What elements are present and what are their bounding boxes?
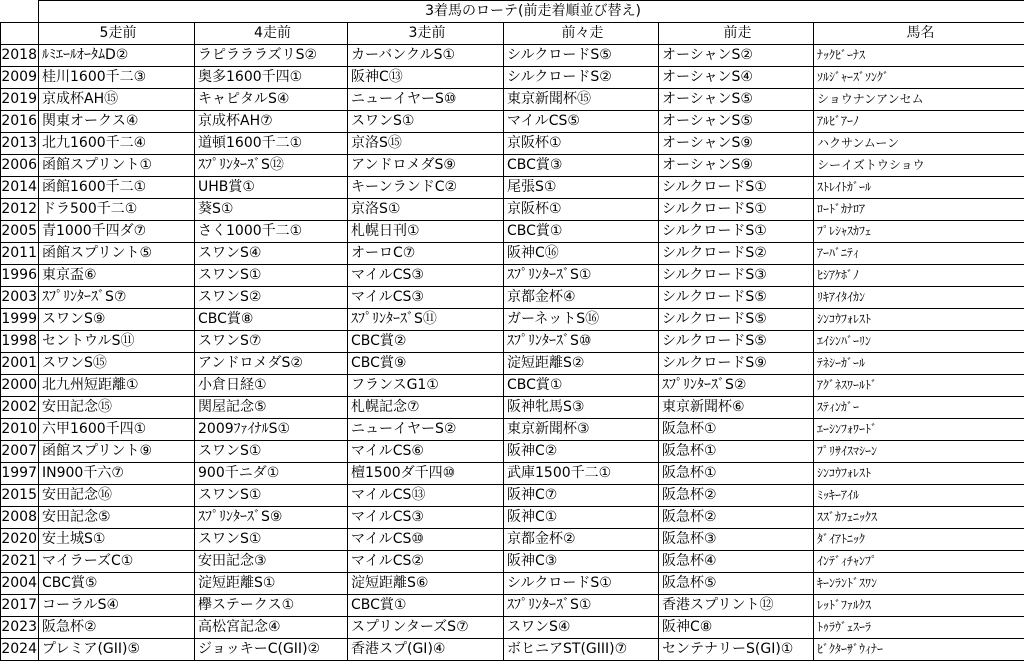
table-row [1, 484, 1024, 506]
race-4-back-cell[interactable]: 高松宮記念④ [195, 616, 348, 638]
table-body [1, 44, 1024, 660]
race-5-back-cell[interactable]: ｽﾌﾟﾘﾝﾀｰｽﾞS⑦ [39, 286, 195, 308]
race-4-back-cell[interactable]: ラピラララズリS② [195, 44, 348, 66]
previous-race-cell[interactable]: オーシャンS⑤ [659, 110, 814, 132]
race-2-back-cell[interactable]: スワンS④ [504, 616, 659, 638]
previous-race-cell[interactable]: オーシャンS⑨ [659, 132, 814, 154]
race-5-back-cell[interactable]: ドラ500千二① [39, 198, 195, 220]
race-2-back-cell[interactable]: ボヒニアST(GIII)⑦ [504, 638, 659, 660]
previous-race-cell[interactable]: 阪急杯② [659, 484, 814, 506]
table-row [1, 418, 1024, 440]
race-5-back-cell[interactable]: CBC賞⑤ [39, 572, 195, 594]
table-row [1, 176, 1024, 198]
race-5-back-cell[interactable]: 青1000千四ダ⑦ [39, 220, 195, 242]
column-header[interactable]: 前走 [659, 22, 814, 44]
previous-race-cell[interactable]: 阪急杯④ [659, 550, 814, 572]
year-cell[interactable]: 2001 [1, 352, 39, 374]
table-row [1, 286, 1024, 308]
race-5-back-cell[interactable]: コーラルS④ [39, 594, 195, 616]
race-4-back-cell[interactable]: 安田記念③ [195, 550, 348, 572]
previous-race-cell[interactable]: 阪急杯③ [659, 528, 814, 550]
horse-name-cell[interactable]: ｿﾙｼﾞｬｰｽﾞｿﾝｸﾞ [814, 66, 1024, 88]
table-row [1, 264, 1024, 286]
previous-race-cell[interactable]: 阪急杯① [659, 440, 814, 462]
column-header[interactable]: 前々走 [504, 22, 659, 44]
race-3-back-cell[interactable]: 檀1500ダ千四⑩ [348, 462, 504, 484]
race-3-back-cell[interactable]: CBC賞① [348, 594, 504, 616]
horse-name-cell[interactable]: ｽｽﾞｶﾌｪﾆｯｸｽ [814, 506, 1024, 528]
previous-race-cell[interactable]: 阪急杯② [659, 506, 814, 528]
year-cell[interactable]: 2009 [1, 66, 39, 88]
race-2-back-cell[interactable]: 阪神C② [504, 440, 659, 462]
horse-name-cell[interactable]: ﾌﾟﾚｼｬｽｶﾌｪ [814, 220, 1024, 242]
race-4-back-cell[interactable]: 欅ステークス① [195, 594, 348, 616]
table-row [1, 616, 1024, 638]
year-cell[interactable]: 1996 [1, 264, 39, 286]
race-4-back-cell[interactable]: スワンS① [195, 528, 348, 550]
horse-name-cell[interactable]: ｴｲｼﾝﾊﾞｰﾘﾝ [814, 330, 1024, 352]
table-row [1, 132, 1024, 154]
race-4-back-cell[interactable]: アンドロメダS② [195, 352, 348, 374]
race-2-back-cell[interactable]: CBC賞③ [504, 154, 659, 176]
year-cell[interactable]: 2006 [1, 154, 39, 176]
race-3-back-cell[interactable]: アンドロメダS⑨ [348, 154, 504, 176]
horse-name-cell[interactable]: ﾘｷｱｲﾀｲｶﾝ [814, 286, 1024, 308]
race-2-back-cell[interactable]: ｽﾌﾟﾘﾝﾀｰｽﾞS① [504, 264, 659, 286]
race-3-back-cell[interactable]: マイルCS⑥ [348, 440, 504, 462]
year-cell[interactable]: 1997 [1, 462, 39, 484]
table-row [1, 528, 1024, 550]
previous-race-cell[interactable]: オーシャンS④ [659, 66, 814, 88]
year-cell[interactable]: 2024 [1, 638, 39, 660]
year-cell[interactable]: 2000 [1, 374, 39, 396]
horse-name-cell[interactable]: ﾀﾞｲｱﾄﾆｯｸ [814, 528, 1024, 550]
table-row [1, 308, 1024, 330]
horse-name-cell[interactable]: ｱｰﾊﾞﾆﾃｨ [814, 242, 1024, 264]
race-3-back-cell[interactable]: フランスG1① [348, 374, 504, 396]
race-3-back-cell[interactable]: CBC賞② [348, 330, 504, 352]
previous-race-cell[interactable]: シルクロードS⑤ [659, 286, 814, 308]
race-4-back-cell[interactable]: 小倉日経① [195, 374, 348, 396]
race-3-back-cell[interactable]: マイルCS⑩ [348, 528, 504, 550]
table-row [1, 330, 1024, 352]
year-cell[interactable]: 2010 [1, 418, 39, 440]
table-row [1, 550, 1024, 572]
race-4-back-cell[interactable]: スワンS① [195, 440, 348, 462]
race-2-back-cell[interactable]: 京阪杯① [504, 132, 659, 154]
previous-race-cell[interactable]: 阪急杯① [659, 462, 814, 484]
title-row [1, 1, 1024, 23]
horse-name-cell[interactable]: ハクサンムーン [814, 132, 1024, 154]
header-row [1, 22, 1024, 44]
race-3-back-cell[interactable]: 阪神C⑬ [348, 66, 504, 88]
race-4-back-cell[interactable]: スワンS① [195, 264, 348, 286]
previous-race-cell[interactable]: シルクロードS⑨ [659, 352, 814, 374]
horse-name-cell[interactable]: ﾅｯｸﾋﾞｰﾅｽ [814, 44, 1024, 66]
table-row [1, 440, 1024, 462]
race-4-back-cell[interactable]: 京成杯AH⑦ [195, 110, 348, 132]
horse-name-cell[interactable]: ﾚｯﾄﾞﾌｧﾙｸｽ [814, 594, 1024, 616]
race-5-back-cell[interactable]: 安田記念⑤ [39, 506, 195, 528]
previous-race-cell[interactable]: シルクロードS③ [659, 264, 814, 286]
table-row [1, 638, 1024, 660]
previous-race-cell[interactable]: シルクロードS① [659, 220, 814, 242]
race-3-back-cell[interactable]: スプリンターズS⑦ [348, 616, 504, 638]
race-5-back-cell[interactable]: 北九州短距離① [39, 374, 195, 396]
race-4-back-cell[interactable]: スワンS② [195, 286, 348, 308]
race-4-back-cell[interactable]: スワンS① [195, 484, 348, 506]
race-2-back-cell[interactable]: 京阪杯① [504, 198, 659, 220]
horse-name-cell[interactable]: ﾃﾈｼｰｶﾞｰﾙ [814, 352, 1024, 374]
year-cell[interactable]: 2008 [1, 506, 39, 528]
horse-name-cell[interactable]: ｼﾝｺｳﾌｫﾚｽﾄ [814, 462, 1024, 484]
previous-race-cell[interactable]: シルクロードS⑤ [659, 330, 814, 352]
year-cell[interactable]: 2016 [1, 110, 39, 132]
race-3-back-cell[interactable]: オーロC⑦ [348, 242, 504, 264]
year-cell[interactable]: 2017 [1, 594, 39, 616]
horse-name-cell[interactable]: シーイズトウショウ [814, 154, 1024, 176]
race-4-back-cell[interactable]: UHB賞① [195, 176, 348, 198]
race-2-back-cell[interactable]: CBC賞① [504, 374, 659, 396]
horse-name-cell[interactable]: ﾛｰﾄﾞｶﾅﾛｱ [814, 198, 1024, 220]
race-2-back-cell[interactable]: 阪神C⑦ [504, 484, 659, 506]
column-header[interactable]: 4走前 [195, 22, 348, 44]
horse-name-cell[interactable]: ｱｸﾞﾈｽﾜｰﾙﾄﾞ [814, 374, 1024, 396]
race-2-back-cell[interactable]: 阪神牝馬S③ [504, 396, 659, 418]
race-5-back-cell[interactable]: ﾙﾐｴｰﾙｵｰﾀﾑD② [39, 44, 195, 66]
race-5-back-cell[interactable]: 北九1600千二④ [39, 132, 195, 154]
race-3-back-cell[interactable]: カーバンクルS① [348, 44, 504, 66]
race-2-back-cell[interactable]: 尾張S① [504, 176, 659, 198]
year-cell[interactable]: 2018 [1, 44, 39, 66]
horse-name-cell[interactable]: ｷｰﾝﾗﾝﾄﾞｽﾜﾝ [814, 572, 1024, 594]
race-2-back-cell[interactable]: 東京新聞杯③ [504, 418, 659, 440]
table-row [1, 352, 1024, 374]
race-3-back-cell[interactable]: 淀短距離S⑥ [348, 572, 504, 594]
column-header[interactable]: 5走前 [39, 22, 195, 44]
horse-name-cell[interactable]: ショウナンアンセム [814, 88, 1024, 110]
race-3-back-cell[interactable]: キーンランドC② [348, 176, 504, 198]
horse-name-cell[interactable]: ｲﾝﾃﾞｨﾁｬﾝﾌﾟ [814, 550, 1024, 572]
table-row [1, 154, 1024, 176]
race-5-back-cell[interactable]: 安田記念⑮ [39, 396, 195, 418]
race-3-back-cell[interactable]: マイルCS③ [348, 506, 504, 528]
table-row [1, 506, 1024, 528]
horse-name-cell[interactable]: ﾋﾞｸﾀｰｻﾞｳｨﾅｰ [814, 638, 1024, 660]
race-5-back-cell[interactable]: 京成杯AH⑮ [39, 88, 195, 110]
race-3-back-cell[interactable]: 京洛S① [348, 198, 504, 220]
year-cell[interactable]: 2011 [1, 242, 39, 264]
previous-race-cell[interactable]: オーシャンS⑨ [659, 154, 814, 176]
table-row [1, 242, 1024, 264]
race-5-back-cell[interactable]: セントウルS⑪ [39, 330, 195, 352]
race-4-back-cell[interactable]: キャピタルS④ [195, 88, 348, 110]
previous-race-cell[interactable]: 阪急杯⑤ [659, 572, 814, 594]
race-5-back-cell[interactable]: プレミア(GII)⑤ [39, 638, 195, 660]
horse-name-cell[interactable]: ﾐｯｷｰｱｲﾙ [814, 484, 1024, 506]
race-2-back-cell[interactable]: ｽﾌﾟﾘﾝﾀｰｽﾞS⑩ [504, 330, 659, 352]
year-cell[interactable]: 2019 [1, 88, 39, 110]
year-cell[interactable]: 2004 [1, 572, 39, 594]
race-4-back-cell[interactable]: ｽﾌﾟﾘﾝﾀｰｽﾞS⑨ [195, 506, 348, 528]
horse-name-cell[interactable]: ｽﾄﾚｲﾄｶﾞｰﾙ [814, 176, 1024, 198]
year-cell[interactable]: 1999 [1, 308, 39, 330]
year-cell[interactable]: 2013 [1, 132, 39, 154]
race-5-back-cell[interactable]: 東京盃⑥ [39, 264, 195, 286]
year-cell[interactable]: 2007 [1, 440, 39, 462]
race-3-back-cell[interactable]: スワンS① [348, 110, 504, 132]
race-5-back-cell[interactable]: IN900千六⑦ [39, 462, 195, 484]
column-header[interactable]: 馬名 [814, 22, 1024, 44]
race-4-back-cell[interactable]: ジョッキーC(GII)② [195, 638, 348, 660]
race-2-back-cell[interactable]: シルクロードS② [504, 66, 659, 88]
race-4-back-cell[interactable]: CBC賞⑧ [195, 308, 348, 330]
previous-race-cell[interactable]: オーシャンS⑤ [659, 88, 814, 110]
year-cell[interactable]: 2021 [1, 550, 39, 572]
race-3-back-cell[interactable]: 札幌記念⑦ [348, 396, 504, 418]
table-row [1, 198, 1024, 220]
race-4-back-cell[interactable]: スワンS⑦ [195, 330, 348, 352]
race-3-back-cell[interactable]: 京洛S⑮ [348, 132, 504, 154]
race-4-back-cell[interactable]: 900千ニダ① [195, 462, 348, 484]
year-cell[interactable]: 2020 [1, 528, 39, 550]
table-row [1, 374, 1024, 396]
year-cell[interactable]: 2003 [1, 286, 39, 308]
horse-name-cell[interactable]: ﾄｩﾗｳﾞｪｽｰﾗ [814, 616, 1024, 638]
race-5-back-cell[interactable]: 六甲1600千四① [39, 418, 195, 440]
race-4-back-cell[interactable]: 奥多1600千四① [195, 66, 348, 88]
column-header[interactable]: 3走前 [348, 22, 504, 44]
previous-race-cell[interactable]: シルクロードS① [659, 176, 814, 198]
race-3-back-cell[interactable]: ニューイヤーS② [348, 418, 504, 440]
race-2-back-cell[interactable]: 阪神C⑯ [504, 242, 659, 264]
race-3-back-cell[interactable]: 札幌日刊① [348, 220, 504, 242]
race-2-back-cell[interactable]: 阪神C① [504, 506, 659, 528]
race-4-back-cell[interactable]: 葵S① [195, 198, 348, 220]
previous-race-cell[interactable]: オーシャンS② [659, 44, 814, 66]
horse-name-cell[interactable]: ﾌﾟﾘｻｲｽﾏｼｰﾝ [814, 440, 1024, 462]
year-cell[interactable]: 2014 [1, 176, 39, 198]
horse-name-cell[interactable]: ｼﾝｺｳﾌｫﾚｽﾄ [814, 308, 1024, 330]
race-2-back-cell[interactable]: ｽﾌﾟﾘﾝﾀｰｽﾞS① [504, 594, 659, 616]
year-cell[interactable]: 2023 [1, 616, 39, 638]
race-5-back-cell[interactable]: スワンS⑮ [39, 352, 195, 374]
table-row [1, 462, 1024, 484]
race-4-back-cell[interactable]: 2009ﾌｧｲﾅﾙS① [195, 418, 348, 440]
race-3-back-cell[interactable]: マイルCS② [348, 550, 504, 572]
race-2-back-cell[interactable]: 阪神C③ [504, 550, 659, 572]
race-3-back-cell[interactable]: マイルCS⑬ [348, 484, 504, 506]
race-3-back-cell[interactable]: CBC賞⑨ [348, 352, 504, 374]
race-4-back-cell[interactable]: 淀短距離S① [195, 572, 348, 594]
table-row [1, 110, 1024, 132]
race-2-back-cell[interactable]: 東京新聞杯⑮ [504, 88, 659, 110]
race-5-back-cell[interactable]: 関東オークス④ [39, 110, 195, 132]
race-4-back-cell[interactable]: 関屋記念⑤ [195, 396, 348, 418]
previous-race-cell[interactable]: センテナリーS(GI)① [659, 638, 814, 660]
race-5-back-cell[interactable]: 安土城S① [39, 528, 195, 550]
race-5-back-cell[interactable]: 函館1600千二① [39, 176, 195, 198]
race-2-back-cell[interactable]: ガーネットS⑯ [504, 308, 659, 330]
race-5-back-cell[interactable]: スワンS⑨ [39, 308, 195, 330]
race-2-back-cell[interactable]: シルクロードS⑤ [504, 44, 659, 66]
horse-name-cell[interactable]: ﾋｼｱｹﾎﾞﾉ [814, 264, 1024, 286]
previous-race-cell[interactable]: シルクロードS⑤ [659, 308, 814, 330]
table-row [1, 220, 1024, 242]
race-2-back-cell[interactable]: マイルCS⑤ [504, 110, 659, 132]
previous-race-cell[interactable]: 阪神C⑧ [659, 616, 814, 638]
race-3-back-cell[interactable]: ニューイヤーS⑩ [348, 88, 504, 110]
year-cell[interactable]: 1998 [1, 330, 39, 352]
race-5-back-cell[interactable]: 函館スプリント⑨ [39, 440, 195, 462]
previous-race-cell[interactable]: ｽﾌﾟﾘﾝﾀｰｽﾞS② [659, 374, 814, 396]
race-5-back-cell[interactable]: 函館スプリント① [39, 154, 195, 176]
race-5-back-cell[interactable]: 函館スプリント⑤ [39, 242, 195, 264]
race-3-back-cell[interactable]: マイルCS③ [348, 286, 504, 308]
previous-race-cell[interactable]: 香港スプリント⑫ [659, 594, 814, 616]
race-5-back-cell[interactable]: マイラーズC① [39, 550, 195, 572]
previous-race-cell[interactable]: シルクロードS② [659, 242, 814, 264]
table-row [1, 594, 1024, 616]
race-2-back-cell[interactable]: 淀短距離S② [504, 352, 659, 374]
race-5-back-cell[interactable]: 安田記念⑯ [39, 484, 195, 506]
table-row [1, 44, 1024, 66]
race-4-back-cell[interactable]: 道頓1600千二① [195, 132, 348, 154]
previous-race-cell[interactable]: 東京新聞杯⑥ [659, 396, 814, 418]
year-cell[interactable]: 2002 [1, 396, 39, 418]
year-cell[interactable]: 2005 [1, 220, 39, 242]
table-row [1, 88, 1024, 110]
table-row [1, 66, 1024, 88]
year-cell[interactable]: 2012 [1, 198, 39, 220]
horse-name-cell[interactable]: ｽﾃｨﾝｶﾞｰ [814, 396, 1024, 418]
race-4-back-cell[interactable]: さく1000千二① [195, 220, 348, 242]
race-4-back-cell[interactable]: ｽﾌﾟﾘﾝﾀｰｽﾞS⑫ [195, 154, 348, 176]
table-row [1, 572, 1024, 594]
race-3-back-cell[interactable]: 香港スプ(GI)④ [348, 638, 504, 660]
race-3-back-cell[interactable]: ｽﾌﾟﾘﾝﾀｰｽﾞS⑪ [348, 308, 504, 330]
table-title: 3着馬のローテ(前走着順並び替え) [39, 1, 1024, 23]
previous-race-cell[interactable]: 阪急杯① [659, 418, 814, 440]
race-3-back-cell[interactable]: マイルCS③ [348, 264, 504, 286]
table-row [1, 396, 1024, 418]
year-cell[interactable]: 2015 [1, 484, 39, 506]
column-header[interactable] [1, 22, 39, 44]
race-4-back-cell[interactable]: スワンS④ [195, 242, 348, 264]
horse-name-cell[interactable]: ｱﾙﾋﾞｱｰﾉ [814, 110, 1024, 132]
race-2-back-cell[interactable]: 京都金杯④ [504, 286, 659, 308]
title-blank-cell [1, 1, 39, 23]
race-5-back-cell[interactable]: 阪急杯② [39, 616, 195, 638]
horse-name-cell[interactable]: ｴｰｼﾝﾌｫﾜｰﾄﾞ [814, 418, 1024, 440]
race-2-back-cell[interactable]: CBC賞① [504, 220, 659, 242]
race-2-back-cell[interactable]: シルクロードS① [504, 572, 659, 594]
previous-race-cell[interactable]: シルクロードS① [659, 198, 814, 220]
race-2-back-cell[interactable]: 武庫1500千二① [504, 462, 659, 484]
race-5-back-cell[interactable]: 桂川1600千二③ [39, 66, 195, 88]
race-2-back-cell[interactable]: 京都金杯② [504, 528, 659, 550]
